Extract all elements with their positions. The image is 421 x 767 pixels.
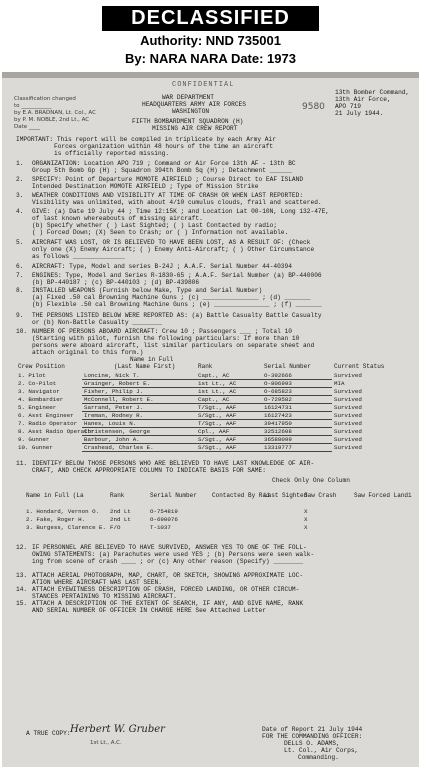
crew-cell: 1st Lt., AC <box>198 388 237 395</box>
crew-cell: Capt., AC <box>198 372 230 379</box>
crew-cell: Fisher, Philip J. <box>84 388 144 395</box>
scan-edge <box>2 72 419 78</box>
last-knowledge-header: Last Sighted <box>264 492 308 499</box>
crew-cell: Survived <box>334 404 362 411</box>
classification-date: Date ____ <box>14 124 40 130</box>
item-line: IF PERSONNEL ARE BELIEVED TO HAVE SURVIVED, ANSWER YES TO ONE OF THE FOLL- <box>32 544 307 551</box>
item-line: ( ) Forced Down; (X) Seen to Crash; or ( ) Information not available. <box>32 229 289 236</box>
last-knowledge-cell: 1. Hondard, Vernon O. <box>26 508 100 515</box>
crew-cell: Barbour, John A. <box>84 436 140 443</box>
classification-to: to ___________ <box>14 103 52 109</box>
important-notice-3: is officially reported missing. <box>54 150 170 157</box>
crew-cell: Capt., AC <box>198 396 230 403</box>
for-commanding-officer: FOR THE COMMANDING OFFICER: <box>262 733 363 740</box>
item-number: 12. <box>16 544 28 551</box>
item-line: STANCES PERTAINING TO MISSING AIRCRAFT. <box>32 593 177 600</box>
crew-cell: Crashead, Charles E. <box>84 444 154 451</box>
important-notice-2: Forces organization within 48 hours of the time an aircraft <box>54 143 274 150</box>
item-line: INSTALLED WEAPONS (Furnish below Make, Type and Serial Number) <box>32 287 263 294</box>
item-number: 8. <box>16 287 24 294</box>
crew-cell: Survived <box>334 428 362 435</box>
last-knowledge-header: Name in Full (La <box>26 492 84 499</box>
crew-cell: 32512608 <box>264 428 292 435</box>
crew-cell: 9. Gunner <box>18 436 50 443</box>
item-line: GIVE: (a) Date 19 July 44 ; Time 12:15K ; and Location Lat 00-10N, Long 132-47E, <box>32 208 330 215</box>
crew-cell: 16127423 <box>264 412 292 419</box>
crew-cell: O-392666 <box>264 372 292 379</box>
item-line: attach original to this form.) <box>32 349 144 356</box>
item-line: IDENTIFY BELOW THOSE PERSONS WHO ARE BELIEVED TO HAVE LAST KNOWLEDGE OF AIR- <box>32 460 315 467</box>
crew-cell: T/Sgt., AAF <box>198 404 237 411</box>
item-number: 2. <box>16 176 24 183</box>
officer-rank: Lt. Col., Air Corps, <box>284 747 359 754</box>
item-line: ATION WHERE AIRCRAFT WAS LAST SEEN. <box>32 579 162 586</box>
crew-cell: 5. Engineer <box>18 404 57 411</box>
item-number: 13. <box>16 572 28 579</box>
crew-cell: 1st Lt., AC <box>198 380 237 387</box>
document-page <box>2 72 419 767</box>
item-line: of last known whereabouts of missing aircraft. <box>32 215 203 222</box>
crew-header: Current Status <box>334 363 385 370</box>
item-number: 7. <box>16 272 24 279</box>
report-title: MISSING AIR CREW REPORT <box>152 125 238 132</box>
crew-cell: O-729582 <box>264 396 292 403</box>
crew-cell: Survived <box>334 444 362 451</box>
crew-cell: O-806993 <box>264 380 292 387</box>
crew-cell: Survived <box>334 412 362 419</box>
last-knowledge-cell: T-1037 <box>150 524 171 531</box>
crew-cell: Survived <box>334 372 362 379</box>
item-number: 1. <box>16 160 24 167</box>
right-date: 21 July 1944. <box>335 110 384 117</box>
crew-cell: 13319777 <box>264 444 292 451</box>
item-line: ATTACH AERIAL PHOTOGRAPH, MAP, CHART, OR SKETCH, SHOWING APPROXIMATE LOC- <box>32 572 304 579</box>
true-copy-label: A TRUE COPY: <box>26 730 71 737</box>
item-number: 3. <box>16 192 24 199</box>
item-line: AIRCRAFT: Type, Model and series B-24J ; A.A.F. Serial Number 44-40394 <box>32 263 292 270</box>
crew-header: (Last Name First) <box>114 363 176 370</box>
declassified-title: DECLASSIFIED <box>102 6 319 31</box>
item-line: only one (X) Enemy Aircraft; ( ) Enemy Anti-Aircraft; ( ) Other Circumstance <box>32 246 315 253</box>
item-line: OWING STATEMENTS: (a) Parachutes were used YES ; (b) Persons were seen walk- <box>32 551 315 558</box>
last-knowledge-header: Contacted By Rad <box>212 492 270 499</box>
crew-cell: 4. Bombardier <box>18 396 64 403</box>
crew-cell: Survived <box>334 388 362 395</box>
item-line: ATTACH EYEWITNESS DESCRIPTION OF CRASH, FORCED LANDING, OR OTHER CIRCUM- <box>32 586 300 593</box>
crew-cell: 10. Gunner <box>18 444 53 451</box>
last-knowledge-cell: 2nd Lt <box>110 508 131 515</box>
crew-header: Rank <box>198 363 213 370</box>
crew-cell: Grainger, Robert E. <box>84 380 151 387</box>
nara-date-line: By: NARA NARA Date: 1973 <box>125 51 296 66</box>
squadron-line: FIFTH BOMBARDMENT SQUADRON (H) <box>132 118 244 125</box>
crew-cell: Loncine, Nick T. <box>84 372 140 379</box>
item-line: AIRCRAFT WAS LOST, OR IS BELIEVED TO HAVE BEEN LOST, AS A RESULT OF: (Check <box>32 239 311 246</box>
right-apo: APO 719 <box>335 103 361 110</box>
item-number: 6. <box>16 263 24 270</box>
item-line: persons were aboard aircraft, list similar particulars on separate sheet and <box>32 342 315 349</box>
crew-cell: Survived <box>334 396 362 403</box>
item-line: CRAFT, AND CHECK APPROPRIATE COLUMN TO INDICATE BASIS FOR SAME: <box>32 467 266 474</box>
check-only-label: Check Only One Column <box>272 477 350 484</box>
last-knowledge-header: Saw Crash <box>304 492 337 499</box>
crew-cell: O-685823 <box>264 388 292 395</box>
item-line: ENGINES: Type, Model and Series R-1830-65 ; A.A.F. Serial Number (a) BP-440006 <box>32 272 322 279</box>
item-line: (b) Specify whether ( ) Last Sighted; ( ) Last Contacted by radio; <box>32 222 278 229</box>
right-unit-2: 13th Air Force, <box>335 96 391 103</box>
declassification-stamp <box>0 0 421 72</box>
item-line: Group 5th Bomb Gp (H) ; Squadron 394th Bomb Sq (H) ; Detachment ______ <box>32 167 292 174</box>
washington: WASHINGTON <box>172 108 210 115</box>
classification-by-name: by P. M. NOBLE, 2nd Lt., AC <box>14 117 90 123</box>
authority-line: Authority: NND 735001 <box>140 33 281 48</box>
crew-cell: 2. Co-Pilot <box>18 380 57 387</box>
last-knowledge-header: Saw Forced Landi <box>354 492 412 499</box>
right-unit: 13th Bomber Command, <box>335 89 410 96</box>
item-number: 5. <box>16 239 24 246</box>
item-line: (b) Flexible .50 cal Browning Machine Guns ; (e) _______________ ; (f) _______ <box>32 301 322 308</box>
last-knowledge-cell: O-754819 <box>150 508 178 515</box>
item-line: WEATHER CONDITIONS AND VISIBILITY AT TIME OF CRASH OR WHEN LAST REPORTED: <box>32 192 304 199</box>
officer-title: Commanding. <box>298 754 339 761</box>
item-line: (a) Fixed .50 cal Browning Machine Guns ; (c) _______________ ; (d) _______ <box>32 294 311 301</box>
last-knowledge-cell: 2nd Lt <box>110 516 131 523</box>
crew-cell: Survived <box>334 436 362 443</box>
item-line: (Starting with pilot, furnish the following particulars: If more than 10 <box>32 335 300 342</box>
officer-name: DELLS O. ADAMS, <box>284 740 340 747</box>
crew-cell: McConnell, Robert E. <box>84 396 154 403</box>
item-line: Visibility was unlimited, with about 4/10 cumulus clouds, frail and scattered. <box>32 199 322 206</box>
item-number: 10. <box>16 328 28 335</box>
item-line: AND SERIAL NUMBER OF OFFICER IN CHARGE HERE See Attached Letter <box>32 607 266 614</box>
last-knowledge-cell: X <box>304 524 308 531</box>
crew-cell: Cpl., AAF <box>198 428 230 435</box>
report-number-stamp: 9580 <box>302 102 325 112</box>
classification-top: CONFIDENTIAL <box>172 81 235 89</box>
important-notice: IMPORTANT: This report will be compiled in triplicate by each Army Air <box>16 136 276 143</box>
crew-cell: 6. Asst Engineer <box>18 412 74 419</box>
crew-header: Serial Number <box>264 363 311 370</box>
item-number: 4. <box>16 208 24 215</box>
crew-cell: 3. Navigator <box>18 388 60 395</box>
war-department: WAR DEPARTMENT <box>162 94 214 101</box>
crew-cell: Christensen, George <box>84 428 151 435</box>
crew-cell: MIA <box>334 380 345 387</box>
item-line: Intended Destination MOMOTE AIRFIELD ; Type of Mission Strike <box>32 183 259 190</box>
crew-cell: 1. Pilot <box>18 372 46 379</box>
crew-row-rule <box>82 451 332 452</box>
certifier-rank: 1st Lt., A.C. <box>90 740 122 746</box>
item-line: THE PERSONS LISTED BELOW WERE REPORTED AS: (a) Battle Casualty Battle Casualty <box>32 312 322 319</box>
last-knowledge-cell: 2. Fake, Roger H. <box>26 516 86 523</box>
crew-cell: 36588099 <box>264 436 292 443</box>
last-knowledge-cell: X <box>304 508 308 515</box>
item-line: ATTACH A DESCRIPTION OF THE EXTENT OF SEARCH, IF ANY, AND GIVE NAME, RANK <box>32 600 304 607</box>
crew-header-name-top: Name in Full <box>130 356 174 363</box>
last-knowledge-header: Serial Number <box>150 492 197 499</box>
classification-changed: Classification changed <box>14 96 76 102</box>
classification-by-authority: by E.A. BRADNAN, Lt. Col., AC <box>14 110 96 116</box>
item-number: 15. <box>16 600 28 607</box>
crew-cell: Hanes, Louis N. <box>84 420 137 427</box>
signature: Herbert W. Gruber <box>70 724 165 735</box>
last-knowledge-cell: 3. Burgess, Clarence E. <box>26 524 107 531</box>
item-line: ing from scene of crash ____ ; or (c) Any other reason (Specify) ________ <box>32 558 304 565</box>
crew-cell: Ireman, Rodney R. <box>84 412 144 419</box>
item-number: 14. <box>16 586 28 593</box>
date-of-report: Date of Report 21 July 1944 <box>262 726 363 733</box>
crew-cell: T/Sgt., AAF <box>198 420 237 427</box>
item-line: as follows ______________ <box>32 253 125 260</box>
item-number: 9. <box>16 312 24 319</box>
crew-cell: Survived <box>334 420 362 427</box>
item-line: ORGANIZATION: Location APO 719 ; Command or Air Force 13th AF - 13th BC <box>32 160 296 167</box>
item-line: (b) BP-440187 ; (c) BP-440103 ; (d) BP-439806 <box>32 279 200 286</box>
crew-cell: 8. Asst Radio Operator <box>18 428 95 435</box>
item-number: 11. <box>16 460 28 467</box>
hq-line: HEADQUARTERS ARMY AIR FORCES <box>142 101 246 108</box>
last-knowledge-cell: X <box>304 516 308 523</box>
crew-cell: S/Sgt., AAF <box>198 436 237 443</box>
last-knowledge-cell: F/O <box>110 524 121 531</box>
crew-cell: Sarrand, Peter J. <box>84 404 144 411</box>
item-line: NUMBER OF PERSONS ABOARD AIRCRAFT: Crew 10 ; Passengers ___ ; Total 10 <box>32 328 292 335</box>
crew-header: Crew Position <box>18 363 65 370</box>
last-knowledge-cell: O-690076 <box>150 516 178 523</box>
crew-cell: 16124731 <box>264 404 292 411</box>
crew-cell: 39417950 <box>264 420 292 427</box>
crew-cell: S/Sgt., AAF <box>198 412 237 419</box>
crew-cell: 7. Radio Operator <box>18 420 78 427</box>
item-line: SPECIFY: Point of Departure MOMOTE AIRFIELD ; Course Direct to EAF ISLAND <box>32 176 304 183</box>
crew-cell: S/Sgt., AAF <box>198 444 237 451</box>
last-knowledge-header: Rank <box>110 492 125 499</box>
item-line: or (b) Non-Battle Casualty ________ <box>32 319 162 326</box>
